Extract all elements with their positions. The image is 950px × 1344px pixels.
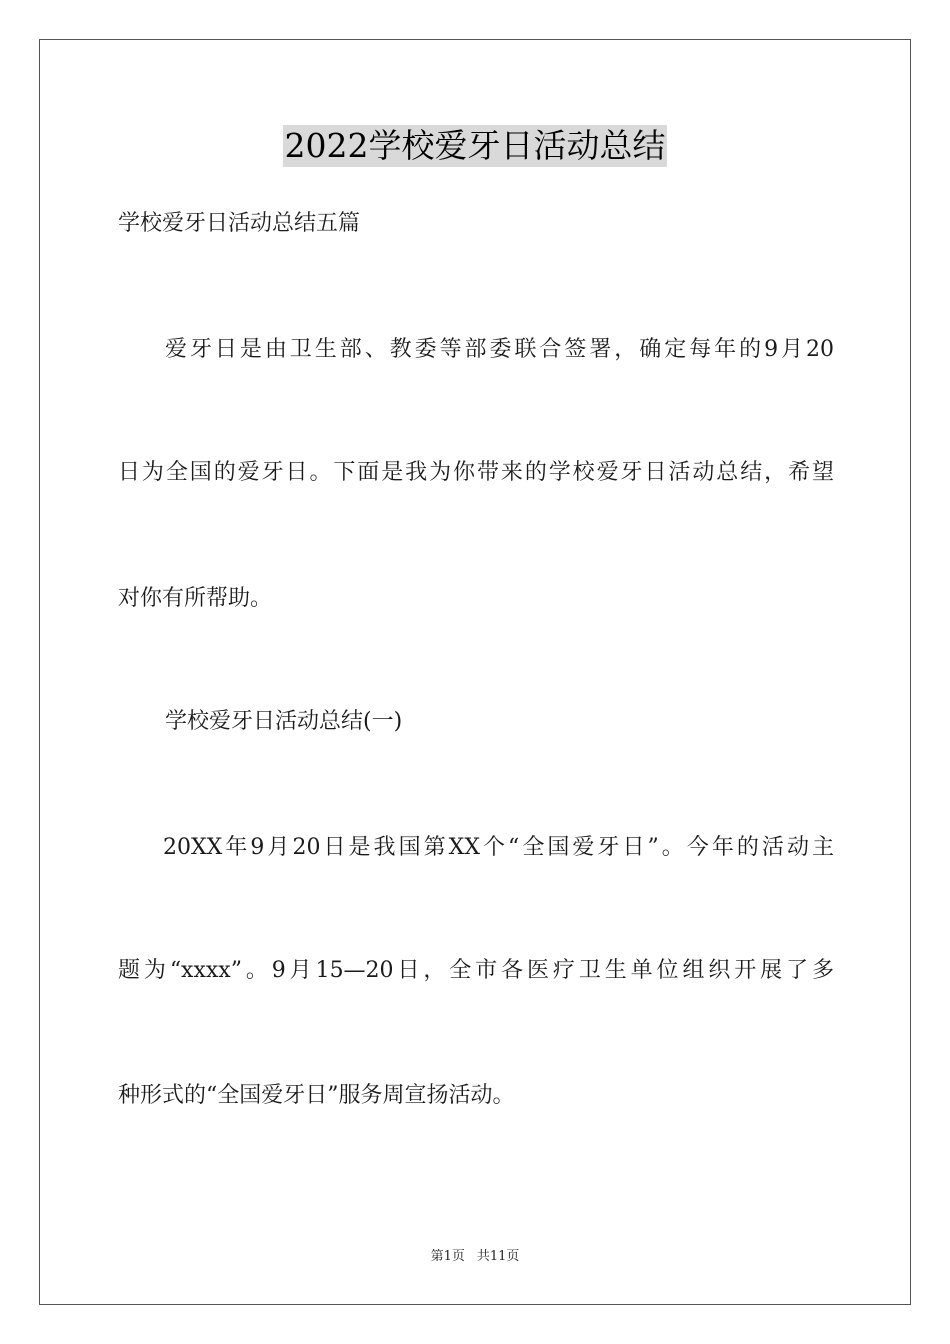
page-footer [0, 1248, 950, 1266]
paragraph1-line1: 爱牙日是由卫生部、教委等部委联合签署，确定每年的9月20 [165, 337, 834, 362]
document-title: 2022学校爱牙日活动总结 [284, 126, 666, 165]
title-container [0, 125, 950, 167]
section-heading: 学校爱牙日活动总结(一) [165, 709, 403, 734]
document-subtitle: 学校爱牙日活动总结五篇 [118, 211, 361, 236]
page-number: 第1页 [430, 1249, 465, 1264]
paragraph1-line3: 对你有所帮助。 [118, 586, 273, 611]
paragraph2-line3: 种形式的“全国爱牙日”服务周宣扬活动。 [118, 1083, 515, 1108]
page-total: 共11页 [476, 1249, 520, 1264]
paragraph2-line2: 题为“xxxx”。9月15—20日，全市各医疗卫生单位组织开展了多 [118, 958, 834, 983]
paragraph1-line2: 日为全国的爱牙日。下面是我为你带来的学校爱牙日活动总结，希望 [118, 460, 834, 485]
paragraph2-line1: 20XX年9月20日是我国第XX个“全国爱牙日”。今年的活动主 [163, 835, 834, 860]
